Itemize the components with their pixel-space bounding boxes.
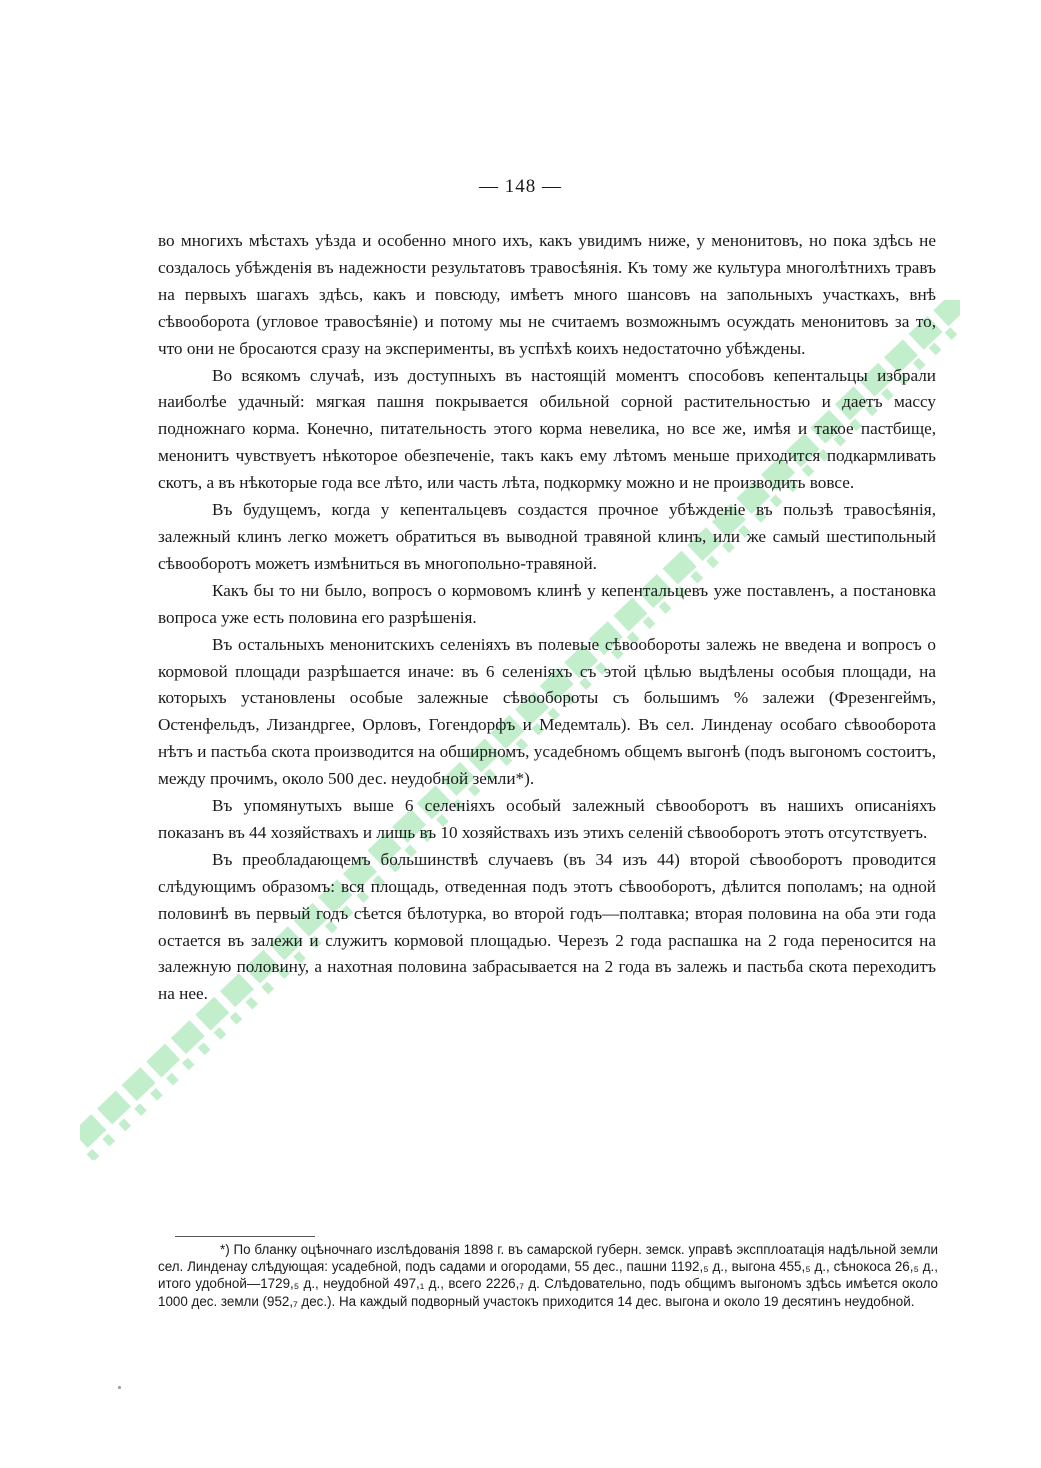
paragraph-1: во многихъ мѣстахъ уѣзда и особенно много ихъ, какъ увидимъ ниже, у менонитовъ, но пока здѣсь не создалось убѣжденія въ надежности результатовъ травосѣянія. Къ тому же культура многолѣтнихъ травъ на первыхъ шагахъ здѣсь, какъ и повсюду, имѣетъ много шансовъ на запольныхъ участкахъ, внѣ сѣвооборота (угловое травосѣяніе) и потому мы не считаемъ возможнымъ осуждать менонитовъ за то, что они не бросаются сразу на эксперименты, въ успѣхѣ коихъ недостаточно убѣждены. [158, 231, 936, 358]
paragraph-4: Какъ бы то ни было, вопросъ о кормовомъ клинѣ у кепентальцевъ уже поставленъ, а постановка вопроса уже есть половина его разрѣшенія. [158, 580, 936, 627]
page-number: — 148 — [479, 176, 562, 197]
footnote: *) По бланку оцѣночнаго изслѣдованія 1898 г. въ самарской губерн. земск. управѣ экспплоатація надѣльной земли сел. Линденау слѣдующая: усадебной, подъ садами и огородами, 55 дес., пашни 1192,₅ д., выгона 455,₅ д., сѣнокоса 26,₅ д., итого удобной—1729,₅ д., неудобной 497,₁ д., всего 2226,₇ д. Слѣдовательно, подъ общимъ выгономъ здѣсь имѣется около 1000 дес. земли (952,₇ дес.). На каждый подворный участокъ приходится 14 дес. выгона и около 19 десятинъ неудобной. [158, 1242, 938, 1309]
paragraph-7: Въ преобладающемъ большинствѣ случаевъ (въ 34 изъ 44) второй сѣвооборотъ проводится слѣдующимъ образомъ: вся площадь, отведенная подъ этотъ сѣвооборотъ, дѣлится пополамъ; на одной половинѣ въ первый годъ сѣется бѣлотурка, во второй годъ—полтавка; вторая половина на оба эти года остается въ залежи и служитъ кормовой площадью. Черезъ 2 года распашка на 2 года переносится на залежную половину, а нахотная половина забрасывается на 2 года въ залежь и пастьба скота переходитъ на нее. [158, 849, 936, 1004]
paragraph-6: Въ упомянутыхъ выше 6 селеніяхъ особый залежный сѣвооборотъ въ нашихъ описаніяхъ показанъ въ 44 хозяйствахъ и лишь въ 10 хозяйствахъ изъ этихъ селеній сѣвооборотъ этотъ отсутствуетъ. [158, 796, 936, 842]
main-text [158, 228, 936, 1008]
paragraph-2: Во всякомъ случаѣ, изъ доступныхъ въ настоящій моментъ способовъ кепентальцы избрали наиболѣе удачный: мягкая пашня покрывается обильной сорной растительностью и даетъ массу подножнаго корма. Конечно, питательность этого корма невелика, но все же, имѣя и такое пастбище, менонитъ чувствуетъ нѣкоторое обезпеченіе, такъ какъ ему лѣтомъ меньше приходится подкармливать скотъ, а въ нѣкоторые года все лѣто, или часть лѣта, подкормку можно и не производить вовсе. [158, 365, 936, 493]
footnote-divider [175, 1236, 315, 1237]
paragraph-5: Въ остальныхъ менонитскихъ селеніяхъ въ полевые сѣвообороты залежь не введена и вопросъ о кормовой площади разрѣшается иначе: въ 6 селеніяхъ съ этой цѣлью выдѣлены особыя площади, на которыхъ установлены особые залежные сѣвообороты съ большимъ % залежи (Фрезенгеймъ, Остенфельдъ, Лизандргее, Орловъ, Гогендорфъ и Медемталь). Въ сел. Линденау особаго сѣвооборота нѣтъ и пастьба скота производится на обширномъ, усадебномъ общемъ выгонѣ (подъ выгономъ состоитъ, между прочимъ, около 500 дес. неудобной земли*). [158, 634, 936, 789]
print-speck [118, 1386, 121, 1389]
paragraph-3: Въ будущемъ, когда у кепентальцевъ создастся прочное убѣжденіе въ пользѣ травосѣянія, залежный клинъ легко можетъ обратиться въ выводной травяной клинъ, или же самый шестипольный сѣвооборотъ можетъ измѣниться въ многопольно-травяной. [158, 500, 936, 573]
